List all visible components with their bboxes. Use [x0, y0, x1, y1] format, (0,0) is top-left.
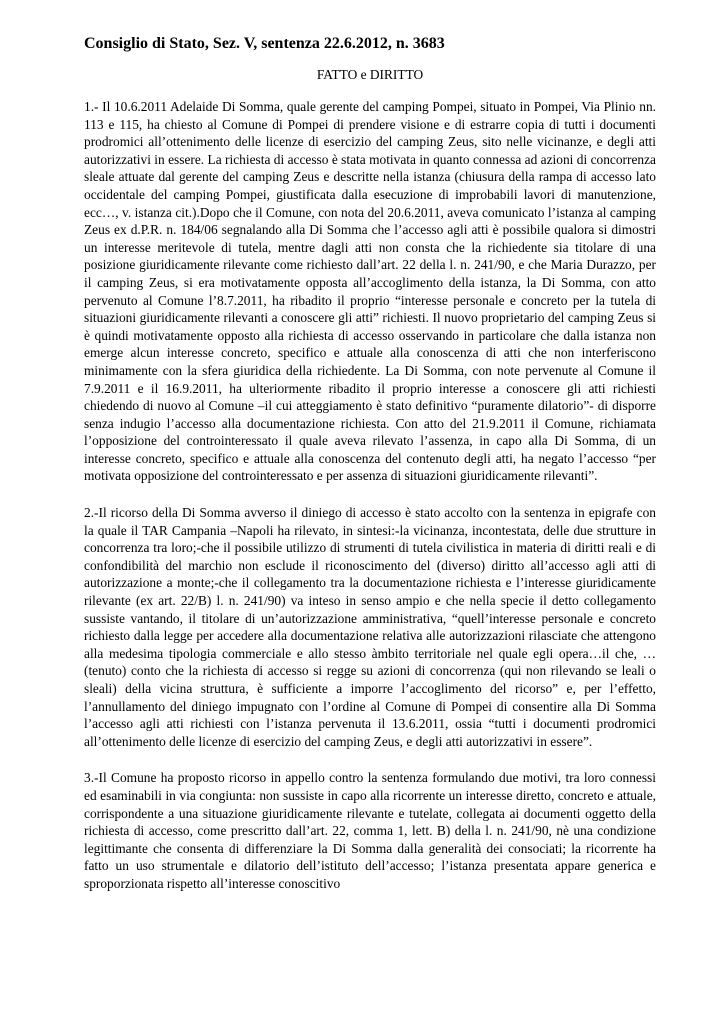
paragraph-2: 2.-Il ricorso della Di Somma avverso il diniego di accesso è stato accolto con la sentenza in epigrafe con la quale il TAR Campania –Napoli ha rilevato, in sintesi:-la vicinanza, incontestata, delle due strutture in concorrenza tra loro;-che il possibile utilizzo di strumenti di tutela civilistica in materia di diritti reali e di confondibilità del marchio non esclude il riconoscimento del (diverso) diritto all’accesso agli atti di autorizzazione a monte;-che il collegamento tra la documentazione richiesta e l’interesse giuridicamente rilevante (ex art. 22/B) l. n. 241/90) va inteso in senso ampio e che nella specie il detto collegamento sussiste vantando, il titolare di un’autorizzazione amministrativa, “quell’interesse personale e concreto richiesto dalla legge per accedere alla documentazione relativa alle autorizzazioni rilasciate che attengono alla medesima tipologia commerciale e allo stesso àmbito territoriale nel quale egli opera…il che, …(tenuto) conto che la richiesta di accesso si regge su azioni di concorrenza (qui non rilevando se leali o sleali) della vicina struttura, è sufficiente a imporre l’accoglimento del ricorso” e, per l’effetto, l’annullamento del diniego impugnato con l’ordine al Comune di Pompei di consentire alla Di Somma l’accesso agli atti richiesti con l’istanza pervenuta il 13.6.2011, ossia “tutti i documenti prodromici all’ottenimento delle licenze di esercizio del camping Zeus, e degli atti autorizzativi in essere”. [84, 505, 656, 749]
document-page [84, 34, 656, 912]
section-heading: FATTO e DIRITTO [316, 67, 424, 82]
paragraph-1: 1.- Il 10.6.2011 Adelaide Di Somma, quale gerente del camping Pompei, situato in Pompei, Via Plinio nn. 113 e 115, ha chiesto al Comune di Pompei di prendere visione e di estrarre copia di tutti i documenti prodromici all’ottenimento delle licenze di esercizio del camping Zeus, sito nelle vicinanze, e degli atti autorizzativi in essere. La richiesta di accesso è stata motivata in quanto connessa ad azioni di concorrenza sleale attuate dal gerente del camping Zeus e descritte nella istanza (chiusura della rampa di accesso lato occidentale del camping Pompei, giustificata dalla esecuzione di improbabili lavori di manutenzione, ecc…, v. istanza cit.).Dopo che il Comune, con nota del 20.6.2011, aveva comunicato l’istanza al camping Zeus ex d.P.R. n. 184/06 segnalando alla Di Somma che l’accesso agli atti è possibile qualora si dimostri un interesse meritevole di tutela, mentre dagli atti non consta che la richiedente sia titolare di una posizione giuridicamente rilevante come richiesto dall’art. 22 della l. n. 241/90, e che Maria Durazzo, per il camping Zeus, si era motivatamente opposta all’accoglimento della istanza, la Di Somma, con atto pervenuto al Comune l’8.7.2011, ha ribadito il proprio “interesse personale e concreto per la tutela di situazioni giuridicamente rilevanti a conoscere gli atti” richiesti. Il nuovo proprietario del camping Zeus si è quindi motivatamente opposto alla richiesta di accesso osservando in particolare che dalla istanza non emerge alcun interesse concreto, specifico e attuale alla conoscenza di atti che non interferiscono minimamente con la sfera giuridica della richiedente. La Di Somma, con note pervenute al Comune il 7.9.2011 e il 16.9.2011, ha ulteriormente ribadito il proprio interesse a conoscere gli atti richiesti chiedendo di nuovo al Comune –il cui atteggiamento è stato definitivo “puramente dilatorio”- di disporre senza indugio l’accesso alla documentazione richiesta. Con atto del 21.9.2011 il Comune, richiamata l’opposizione del controinteressato il quale aveva rilevato l’assenza, in capo alla Di Somma, di un interesse concreto, specifico e attuale alla conoscenza del contenuto degli atti, ha negato l’accesso “per motivata opposizione del controinteressato e per assenza di situazioni giuridicamente rilevanti”. [84, 99, 656, 484]
document-title: Consiglio di Stato, Sez. V, sentenza 22.6.2012, n. 3683 [84, 35, 445, 52]
paragraph-3: 3.-Il Comune ha proposto ricorso in appello contro la sentenza formulando due motivi, tra loro connessi ed esaminabili in via congiunta: non sussiste in capo alla ricorrente un interesse diretto, concreto e attuale, corrispondente a una situazione giuridicamente rilevante e tutelate, collegata ai documenti oggetto della richiesta di accesso, come prescritto dall’art. 22, comma 1, lett. B) della l. n. 241/90, nè una condizione legittimante che consenta di differenziare la Di Somma dalla generalità dei consociati; la ricorrente ha fatto un uso strumentale e dilatorio dell’istituto dell’accesso; l’istanza presentata appare generica e sproporzionata rispetto all’interesse conoscitivo [84, 770, 656, 891]
